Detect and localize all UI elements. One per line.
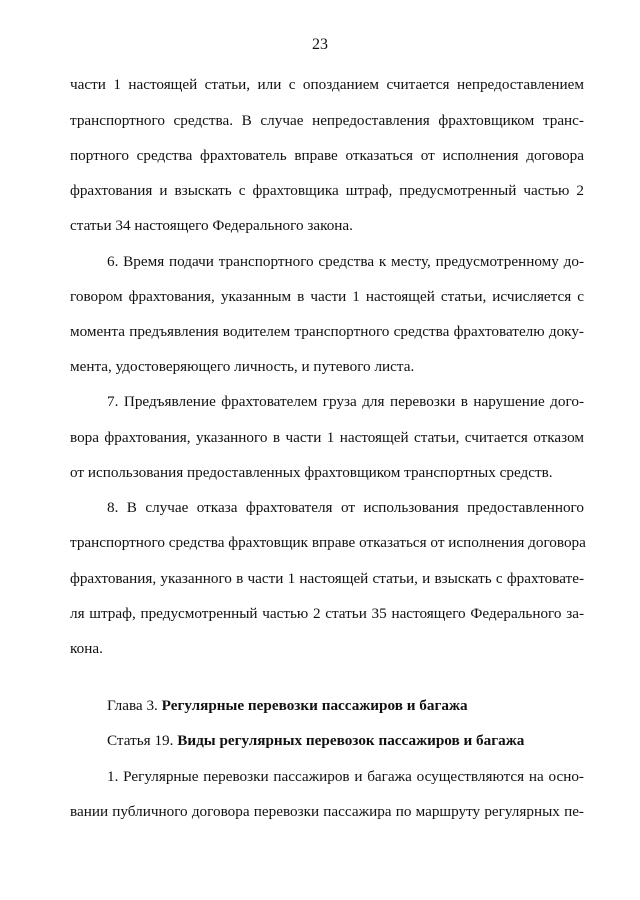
text-line: фрахтования и взыскать с фрахтовщика штраф, предусмотренный частью 2	[70, 182, 584, 199]
text-line: транспортного средства фрахтовщик вправе отказаться от исполнения договора	[70, 534, 586, 551]
text-line: от использования предоставленных фрахтовщиком транспортных средств.	[70, 464, 553, 481]
text-line: транспортного средства. В случае непредоставления фрахтовщиком транс-	[70, 112, 584, 129]
text-line: части 1 настоящей статьи, или с опозданием считается непредоставлением	[70, 76, 584, 93]
text-line: мента, удостоверяющего личность, и путевого листа.	[70, 358, 415, 375]
text-line: статьи 34 настоящего Федерального закона.	[70, 217, 353, 234]
text-line: момента предъявления водителем транспортного средства фрахтователю доку-	[70, 323, 584, 340]
article-prefix: Статья 19.	[107, 732, 174, 749]
text-line: 7. Предъявление фрахтователем груза для перевозки в нарушение дого-	[107, 393, 584, 410]
text-line: ля штраф, предусмотренный частью 2 статьи 35 настоящего Федерального за-	[70, 605, 584, 622]
text-line: фрахтования, указанного в части 1 настоящей статьи, и взыскать с фрахтовате-	[70, 570, 584, 587]
text-line: портного средства фрахтователь вправе отказаться от исполнения договора	[70, 147, 584, 164]
text-line: кона.	[70, 640, 103, 657]
page-number: 23	[312, 36, 328, 53]
chapter-prefix: Глава 3.	[107, 697, 158, 714]
text-line: вора фрахтования, указанного в части 1 настоящей статьи, считается отказом	[70, 429, 584, 446]
text-line: 6. Время подачи транспортного средства к месту, предусмотренному до-	[107, 253, 584, 270]
article-title: Виды регулярных перевозок пассажиров и багажа	[177, 732, 525, 749]
chapter-title: Регулярные перевозки пассажиров и багажа	[161, 697, 468, 714]
text-line: 1. Регулярные перевозки пассажиров и багажа осуществляются на осно-	[107, 768, 584, 785]
text-line: 8. В случае отказа фрахтователя от использования предоставленного	[107, 499, 584, 516]
text-line: говором фрахтования, указанным в части 1 настоящей статьи, исчисляется с	[70, 288, 584, 305]
chapter-heading	[107, 697, 468, 715]
article-heading	[107, 732, 524, 750]
text-line: вании публичного договора перевозки пассажира по маршруту регулярных пе-	[70, 803, 584, 820]
